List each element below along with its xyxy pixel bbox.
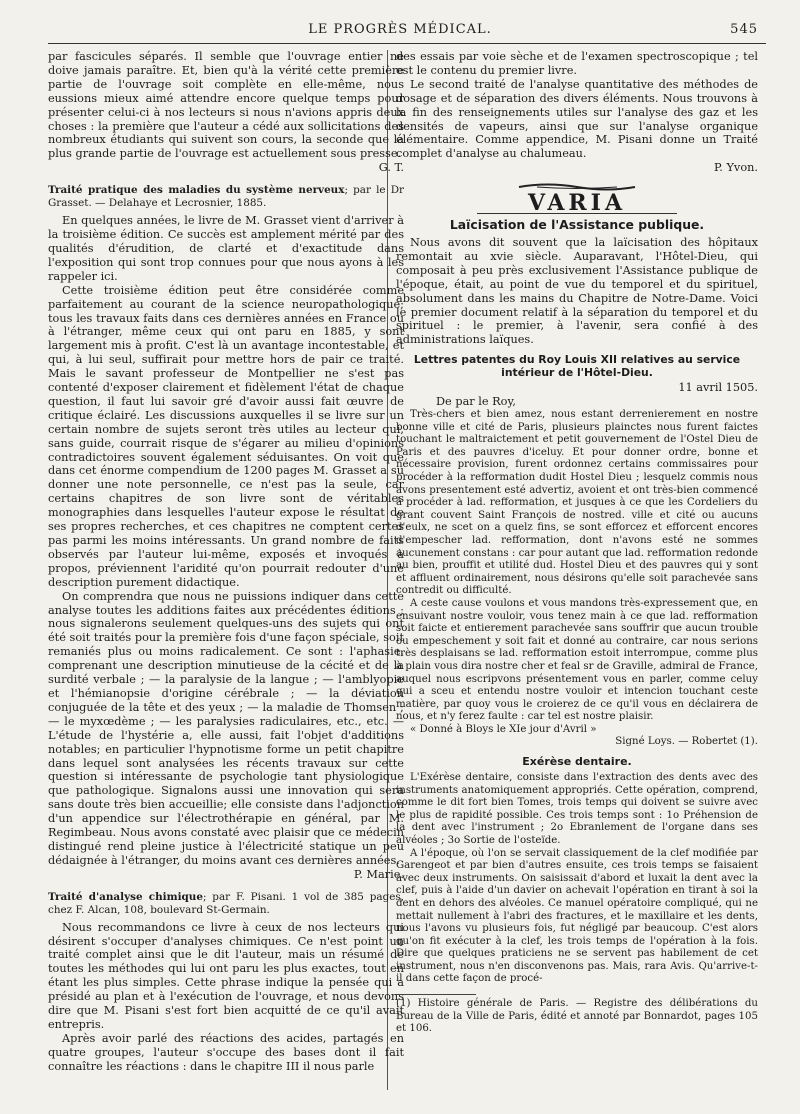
book-title-pisani: Traité d'analyse chimique (48, 890, 203, 903)
footnote: (1) Histoire générale de Paris. — Registre des délibérations du Bureau de la Ville de Paris, édité et annoté par Bonnardot, pages 105 et 106. (396, 998, 758, 1035)
letters-heading: Lettres patentes du Roy Louis XII relatives au service intérieur de l'Hôtel-Dieu. (413, 353, 741, 380)
paragraph: A l'époque, où l'on se servait classiquement de la clef modifiée par Garengeot et par bien d'autres ensuite, ces trois temps se faisaient avec deux instruments. On saisissait d'abord et luxait la dent avec la clef, puis à l'aide d'un davier on achevait l'opération en tirant à soi la dent en dehors des alvéoles. Ce manuel opératoire compliqué, qui ne mettait nullement à l'abri des fractures, et le maxillaire et les dents, nous l'avons vu plusieurs fois, fut négligé par beaucoup. C'est alors qu'on fit exécuter à la clef, les trois temps de l'opération à la fois. Dire que quelques praticiens ne se servent pas habilement de cet instrument, nous n'en disconvenons pas. Mais, rara Avis. Qu'arrive-t-il dans cette façon de procé- (396, 847, 758, 985)
book-title-grasset: Traité pratique des maladies du système nerveux (48, 184, 345, 197)
right-column (396, 50, 758, 1036)
varia-title: VARIA (527, 190, 627, 217)
letter-closing: « Donné à Bloys le XIe jour d'Avril » (410, 723, 597, 735)
paragraph: Cette troisième édition peut être considérée comme parfaitement au courant de la science neuropathologique; tous les travaux faits dans ces dernières années en France ou à l'étranger, même ceux qui ont paru en 1885, y sont largement mis à profit. C'est là un avantage incontestable, et qui, à lui seul, suffirait pour mettre hors de pair ce traité. Mais le savant professeur de Montpellier ne s'est pas contenté d'exposer clairement et fidèlement l'état de chaque question, il faut lui savoir gré d'avoir aussi fait œuvre de critique éclairé. Les discussions auxquelles il se livre sur un certain nombre de sujets seront très utiles au lecteur qui, sans guide, courrait risque de s'égarer au milieu d'opinions contradictoires souvent également séduisantes. On voit que dans cet énorme compendium de 1200 pages M. Grasset a su donner une note personnelle, ce n'est pas la seule, car certains chapitres de son livre sont de véritables monographies dans lesquelles l'auteur expose le résultat de ses propres recherches, et ces chapitres ne comptent certes pas parmi les moins intéressants. Un grand nombre de faits observés par l'auteur lui-même, exposés et invoqués à propos, préviennent l'aridité qu'on pourrait redouter d'une description purement didactique. (48, 283, 404, 589)
paragraph: Après avoir parlé des réactions des acides, partagés en quatre groupes, l'auteur s'occupe des bases dont il fait connaître les réactions : dans le chapitre III il nous parle (48, 1031, 404, 1073)
book-heading-grasset (48, 184, 404, 210)
letter-paragraph: Très-chers et bien amez, nous estant derrenierement en nostre bonne ville et cité de Paris, plusieurs plainctes nous furent faictes touchant le maltraictement et petit gouvernement de l'Ostel Dieu de Paris et des pauvres d'iceluy. Et pour donner ordre, bonne et nécessaire provision, furent ordonnez certains commissaires pour procéder à la refformation dudit Hostel Dieu ; lesquelz commis nous avons presentement esté advertiz, avoient et ont très-bien commencé à procéder à lad. refformation, et jusques à ce que les Cordeliers du grant couvent Saint François de nostred. ville et cité ou aucuns d'eulx, ne scet on a quelz fins, se sont efforcez et efforcent encores d'empescher lad. refformation, dont n'avons esté ne sommes aucunement constans : car pour autant que lad. refformation redonde au bien, prouffit et utilité dud. Hostel Dieu et des pauvres qui y sont et affluent ordinairement, nous désirons qu'elle soit parachevée sans contredit ou difficulté. (396, 409, 758, 597)
section-title: Laïcisation de l'Assistance publique. (449, 217, 705, 233)
paragraph: Nous avons dit souvent que la laïcisation des hôpitaux remontait au xvie siècle. Auparavant, l'Hôtel-Dieu, qui composait à peu près exclusivement l'Assistance publique de l'époque, était, au point de vue du temporel et du spirituel, absolument dans les mains du Chapitre de Notre-Dame. Voici le premier document relatif à la séparation du temporel et du spirituel : le premier, à l'avenir, sera confié à des administrations laïques. (396, 235, 758, 347)
exerese-heading: Exérèse dentaire. (522, 755, 632, 769)
footnote-rule (396, 994, 476, 995)
signature-gt: G. T. (378, 161, 404, 175)
paragraph: On comprendra que nous ne puissions indiquer dans cette analyse toutes les additions faites aux précédentes éditions ; nous signalerons seulement quelques-uns des sujets qui ont été soit traités pour la première fois d'une façon spéciale, soit remaniés plus ou moins radicalement. Ce sont : l'aphasie, comprenant une description minutieuse de la cécité et de la surdité verbale ; — la paralysie de la langue ; — l'amblyopie et l'hémianopsie d'origine cérébrale ; — la déviation conjuguée de la tête et des yeux ; — la maladie de Thomsen ; — le myxœdème ; — les paralysies radiculaires, etc., etc. — L'étude de l'hystérie a, elle aussi, fait l'objet d'additions notables; en particulier l'hypnotisme forme un petit chapitre dans lequel sont analysées les récents travaux sur cette question si intéressante de psychologie tant physiologique que pathologique. Signalons aussi une innovation qui sera sans doute très bien accueillie; elle consiste dans l'adjonction d'un appendice sur l'électrothérapie en général, par M. Regimbeau. Nous avons constaté avec plaisir que ce médecin distingué rend pleine justice à l'électricité statique un peu dédaignée à l'étranger, du moins avant ces dernières années. (48, 589, 404, 867)
letter-date: 11 avril 1505. (678, 381, 758, 395)
letter-signature: Signé Loys. — Robertet (1). (615, 736, 758, 748)
header-rule (48, 43, 766, 44)
book-heading-pisani (48, 891, 404, 917)
page-number: 545 (730, 22, 758, 37)
signature-yvon: P. Yvon. (713, 161, 758, 175)
journal-title: LE PROGRÈS MÉDICAL. (308, 22, 492, 37)
book-meta-grasset: ; par le Dr Grasset. — Delahaye et Lecrosnier, 1885. (48, 184, 404, 210)
signature-marie: P. Marie. (353, 867, 404, 881)
paragraph: En quelques années, le livre de M. Grasset vient d'arriver à la troisième édition. Ce succès est amplement mérité par des qualités d'érudition, de clarté et d'exactitude dans l'exposition qui sont trop connues pour que nous ayons à les rappeler ici. (48, 214, 404, 283)
paragraph: L'Exérèse dentaire, consiste dans l'extraction des dents avec des instruments anatomiquement appropriés. Cette opération, comprend, comme le dit fort bien Tomes, trois temps qui doivent se suivre avec le plus de rapidité possible. Ces trois temps sont : 1o Préhension de la dent avec l'instrument ; 2o Ebranlement de l'organe dans ses alvéoles ; 3o Sortie de l'osteïde. (396, 771, 758, 846)
letter-paragraph: A ceste cause voulons et vous mandons très-expressement que, en ensuivant nostre vouloir, vous tenez main à ce que lad. refformation soit faicte et entierement parachevée sans souffrir que aucun trouble ou empeschement y soit fait et donné au contraire, car nous serions très desplaisans se lad. refformation estoit interrompue, comme plus à plain vous dira nostre cher et feal sr de Graville, admiral de France, auquel nous escripvons présentement vous en parler, comme celuy qui a sceu et entendu nostre vouloir et intencion touchant ceste matière, par quoy vous le croierez de ce qu'il vous en déclairera de nous, et n'y ferez faulte : car tel est nostre plaisir. (396, 597, 758, 723)
left-column (48, 50, 404, 1074)
varia-heading-block (396, 181, 758, 217)
letter-salute: De par le Roy, (436, 395, 516, 409)
paragraph: Le second traité de l'analyse quantitative des méthodes de dosage et de séparation des divers éléments. Nous trouvons à la fin des renseignements utiles sur l'analyse des gaz et les densités de vapeurs, ainsi que sur l'analyse organique élémentaire. Comme appendice, M. Pisani donne un Traité complet d'analyse au chalumeau. (396, 77, 758, 161)
running-header (0, 22, 800, 42)
review-continuation: par fascicules séparés. Il semble que l'ouvrage entier ne doive jamais paraître. Et, bien qu'à la vérité cette première partie de l'ouvrage soit complète en elle-même, nous eussions mieux aimé attendre encore quelque temps pour présenter celui-ci à nos lecteurs si nous n'avions appris deux choses : la première que l'auteur a cédé aux sollicitations des nombreux étudiants qui suivent son cours, la seconde que la plus grande partie de l'ouvrage est actuellement sous presse. (48, 50, 404, 161)
paragraph: des essais par voie sèche et de l'examen spectroscopique ; tel est le contenu du premier livre. (396, 50, 758, 77)
book-meta-pisani: ; par F. Pisani. 1 vol de 385 pages, chez F. Alcan, 108, boulevard St-Germain. (48, 890, 405, 916)
paragraph: Nous recommandons ce livre à ceux de nos lecteurs qui désirent s'occuper d'analyses chimiques. Ce n'est point un traité complet ainsi que le dit l'auteur, mais un résumé de toutes les méthodes qui lui ont paru les plus exactes, tout en étant les plus simples. Cette phrase indique la pensée qui a présidé au plan et à l'exécution de l'ouvrage, et nous devons dire que M. Pisani s'est fort bien acquitté de ce qu'il avait entrepris. (48, 920, 404, 1031)
